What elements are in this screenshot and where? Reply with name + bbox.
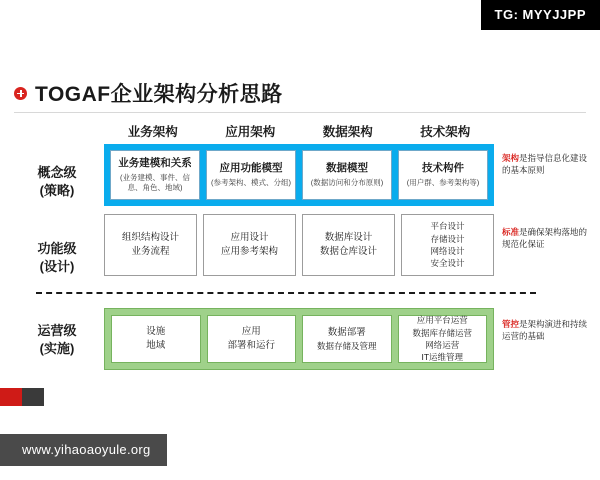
cell-concept-business (110, 150, 200, 200)
annotation-text: 是确保架构落地的规范化保证 (502, 227, 588, 250)
footer-site-url: www.yihaoaoyule.org (0, 434, 167, 466)
cell-line: 数据部署 (327, 326, 366, 338)
cell-line: 应用平台运营 (416, 315, 468, 326)
cell-line: 数据仓库设计 (319, 246, 377, 257)
band-operation (104, 308, 494, 370)
cell-subtitle: (业务建模、事件、信息、角色、地域) (120, 172, 190, 192)
section-divider-dashed (36, 292, 536, 294)
cell-title: 数据模型 (326, 162, 368, 175)
cell-line: 安全设计 (430, 258, 465, 269)
band-function (104, 214, 494, 276)
cell-line: 组织结构设计 (121, 231, 179, 243)
row-label-function (14, 240, 100, 275)
column-headers (104, 122, 494, 140)
togaf-matrix-diagram (14, 122, 586, 382)
cell-line: 网络设计 (430, 246, 465, 256)
page-title (14, 78, 283, 108)
cell-line: 业务流程 (131, 246, 170, 257)
cell-function-business (104, 214, 197, 276)
cell-line: 网络运营 (425, 340, 460, 350)
cell-concept-data (302, 150, 392, 200)
row-label-concept-line2: (策略) (39, 182, 75, 198)
cell-function-application (203, 214, 296, 276)
plus-circle-icon (14, 87, 27, 100)
cell-line: 数据存储及管理 (316, 340, 377, 351)
column-header-data: 数据架构 (322, 125, 373, 139)
annotation-standard (502, 226, 588, 251)
cell-operation-business (111, 315, 201, 363)
cell-line: 部署和运行 (227, 340, 275, 351)
footer-accent-dark (22, 388, 44, 406)
row-label-operation-line1: 运营级 (37, 323, 77, 338)
cell-concept-technology (398, 150, 488, 200)
cell-function-data (302, 214, 395, 276)
page-title-text: TOGAF企业架构分析思路 (35, 83, 283, 106)
cell-line: 应用 (241, 325, 261, 337)
cell-title: 技术构件 (422, 162, 464, 175)
cell-subtitle: (数据访问和分布原则) (310, 177, 384, 187)
cell-operation-technology (398, 315, 488, 363)
annotation-keyword: 管控 (502, 319, 520, 329)
watermark-tag: TG: MYYJJPP (481, 0, 600, 30)
row-label-operation (14, 322, 100, 357)
cell-operation-application (207, 315, 297, 363)
row-label-concept (14, 164, 100, 199)
cell-line: 存储设计 (430, 233, 465, 244)
cell-title: 应用功能模型 (219, 162, 283, 175)
row-label-operation-line2: (实施) (39, 340, 75, 356)
cell-operation-data (302, 315, 392, 363)
title-divider (14, 112, 586, 113)
cell-line: 应用参考架构 (220, 246, 278, 257)
cell-line: 数据库存储运营 (412, 327, 472, 338)
cell-line: 数据库设计 (324, 231, 373, 243)
row-label-concept-line1: 概念级 (37, 165, 77, 180)
footer-accent-red (0, 388, 22, 406)
annotation-keyword: 架构 (502, 153, 520, 163)
cell-line: 应用设计 (230, 231, 269, 243)
annotation-text: 是架构演进和持续运营的基础 (502, 319, 588, 342)
cell-line: 地域 (146, 340, 166, 351)
cell-subtitle: (参考架构、模式、分组) (211, 177, 291, 187)
column-header-application: 应用架构 (225, 125, 276, 139)
column-header-business: 业务架构 (127, 125, 178, 139)
annotation-text: 是指导信息化建设的基本原则 (502, 153, 588, 176)
row-label-function-line1: 功能级 (37, 241, 77, 256)
annotation-keyword: 标准 (502, 227, 520, 237)
band-concept (104, 144, 494, 206)
cell-line: 平台设计 (430, 221, 465, 232)
row-label-function-line2: (设计) (39, 258, 75, 274)
cell-concept-application (206, 150, 296, 200)
column-header-technology: 技术架构 (420, 125, 471, 139)
cell-line: IT运维管理 (421, 352, 464, 363)
cell-function-technology (401, 214, 494, 276)
cell-subtitle: (用户群、参考架构等) (406, 177, 480, 187)
annotation-architecture (502, 152, 588, 177)
cell-title: 业务建模和关系 (118, 157, 192, 170)
footer-accent-bar (0, 388, 600, 406)
annotation-governance (502, 318, 588, 343)
cell-line: 设施 (146, 325, 166, 337)
